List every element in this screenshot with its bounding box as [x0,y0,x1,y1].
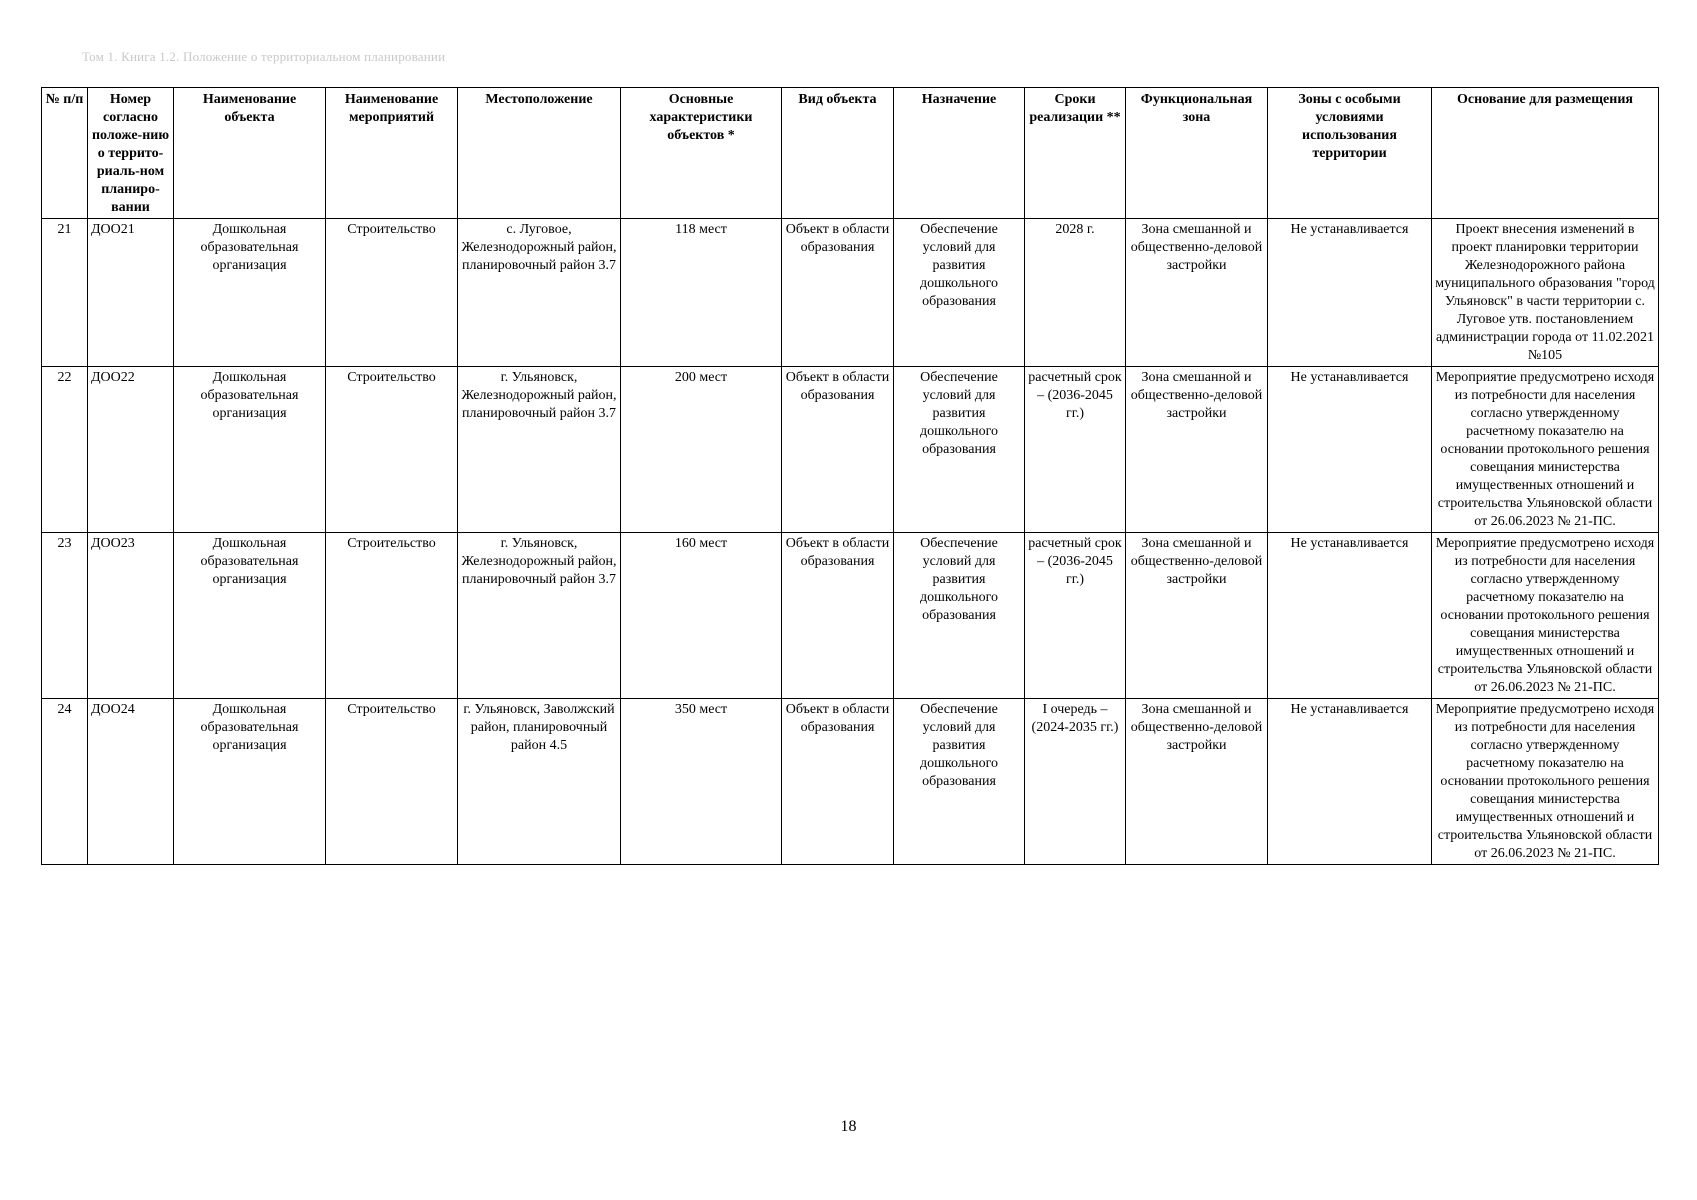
cell-object-type: Объект в области образования [782,219,894,367]
objects-table [41,87,1659,865]
cell-timeline: расчетный срок – (2036-2045 гг.) [1025,367,1126,533]
header-cell: Основные характеристики объектов * [621,88,782,219]
cell-functional-zone: Зона смешанной и общественно-деловой застройки [1126,699,1268,865]
header-cell: Вид объекта [782,88,894,219]
cell-characteristics: 118 мест [621,219,782,367]
cell-object-name: Дошкольная образовательная организация [174,367,326,533]
cell-special-zones: Не устанавливается [1268,367,1432,533]
header-cell: Функциональная зона [1126,88,1268,219]
cell-index: 24 [42,699,88,865]
cell-location: г. Ульяновск, Железнодорожный район, планировочный район 3.7 [458,367,621,533]
cell-object-type: Объект в области образования [782,533,894,699]
cell-plan-number: ДОО22 [88,367,174,533]
cell-functional-zone: Зона смешанной и общественно-деловой застройки [1126,219,1268,367]
cell-functional-zone: Зона смешанной и общественно-деловой застройки [1126,367,1268,533]
cell-basis: Мероприятие предусмотрено исходя из потребности для населения согласно утвержденному расчетному показателю на основании протокольного решения совещания министерства имущественных отношений и строительства Ульяновской области от 26.06.2023 № 21-ПС. [1432,533,1659,699]
cell-index: 23 [42,533,88,699]
cell-object-type: Объект в области образования [782,699,894,865]
header-cell: Наименование объекта [174,88,326,219]
cell-plan-number: ДОО23 [88,533,174,699]
cell-object-name: Дошкольная образовательная организация [174,533,326,699]
cell-object-type: Объект в области образования [782,367,894,533]
table-row [42,219,1659,367]
header-cell: Номер согласно положе-нию о террито-риаль-ном планиро-вании [88,88,174,219]
cell-characteristics: 200 мест [621,367,782,533]
running-header: Том 1. Книга 1.2. Положение о территориальном планировании [82,49,446,64]
cell-index: 22 [42,367,88,533]
header-cell: Основание для размещения [1432,88,1659,219]
cell-timeline: I очередь – (2024-2035 гг.) [1025,699,1126,865]
cell-index: 21 [42,219,88,367]
header-cell: Зоны с особыми условиями использования территории [1268,88,1432,219]
cell-location: г. Ульяновск, Железнодорожный район, планировочный район 3.7 [458,533,621,699]
cell-characteristics: 160 мест [621,533,782,699]
page-number: 18 [840,1118,857,1135]
cell-purpose: Обеспечение условий для развития дошкольного образования [894,533,1025,699]
header-cell: Сроки реализации ** [1025,88,1126,219]
header-cell: Местоположение [458,88,621,219]
cell-object-name: Дошкольная образовательная организация [174,219,326,367]
cell-activity: Строительство [326,219,458,367]
cell-characteristics: 350 мест [621,699,782,865]
cell-location: г. Ульяновск, Заволжский район, планировочный район 4.5 [458,699,621,865]
cell-purpose: Обеспечение условий для развития дошкольного образования [894,219,1025,367]
cell-plan-number: ДОО21 [88,219,174,367]
cell-purpose: Обеспечение условий для развития дошкольного образования [894,699,1025,865]
cell-timeline: расчетный срок – (2036-2045 гг.) [1025,533,1126,699]
cell-basis: Мероприятие предусмотрено исходя из потребности для населения согласно утвержденному расчетному показателю на основании протокольного решения совещания министерства имущественных отношений и строительства Ульяновской области от 26.06.2023 № 21-ПС. [1432,367,1659,533]
cell-basis: Мероприятие предусмотрено исходя из потребности для населения согласно утвержденному расчетному показателю на основании протокольного решения совещания министерства имущественных отношений и строительства Ульяновской области от 26.06.2023 № 21-ПС. [1432,699,1659,865]
cell-activity: Строительство [326,699,458,865]
cell-activity: Строительство [326,533,458,699]
cell-timeline: 2028 г. [1025,219,1126,367]
header-cell: Наименование мероприятий [326,88,458,219]
cell-purpose: Обеспечение условий для развития дошкольного образования [894,367,1025,533]
cell-plan-number: ДОО24 [88,699,174,865]
cell-activity: Строительство [326,367,458,533]
cell-location: с. Луговое, Железнодорожный район, планировочный район 3.7 [458,219,621,367]
cell-special-zones: Не устанавливается [1268,699,1432,865]
header-cell: № п/п [42,88,88,219]
cell-special-zones: Не устанавливается [1268,219,1432,367]
table-header-row [42,88,1659,219]
table-row [42,533,1659,699]
header-cell: Назначение [894,88,1025,219]
table-row [42,367,1659,533]
cell-object-name: Дошкольная образовательная организация [174,699,326,865]
cell-special-zones: Не устанавливается [1268,533,1432,699]
cell-functional-zone: Зона смешанной и общественно-деловой застройки [1126,533,1268,699]
table-row [42,699,1659,865]
cell-basis: Проект внесения изменений в проект планировки территории Железнодорожного района муниципального образования "город Ульяновск" в части территории с. Луговое утв. постановлением администрации города от 11.02.2021 №105 [1432,219,1659,367]
